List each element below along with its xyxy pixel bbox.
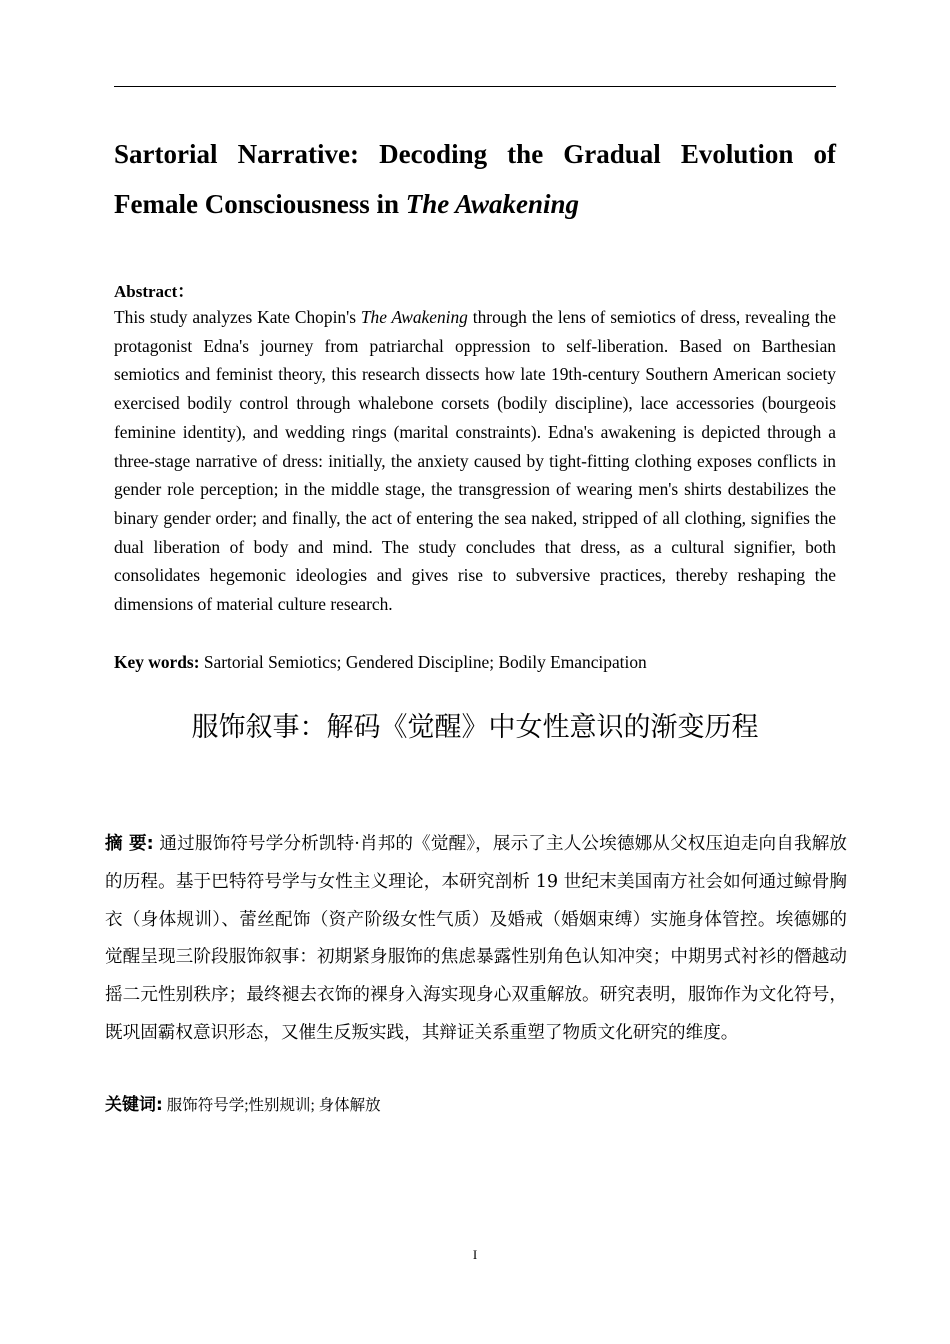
abstract-label: Abstract： (114, 282, 195, 301)
chinese-title: 服饰叙事：解码《觉醒》中女性意识的渐变历程 (191, 712, 759, 743)
english-title (114, 129, 836, 229)
header-rule (114, 86, 836, 87)
chinese-abstract: 摘 要: 通过服饰符号学分析凯特·肖邦的《觉醒》，展示了主人公埃德娜从父权压迫走向自我解放的历程。基于巴特符号学与女性主义理论，本研究剖析 19 世纪末美国南方社会如何通过鲸骨胸衣（身体规训）、蕾丝配饰（资产阶级女性气质）及婚戒（婚姻束缚）实施身体管控。埃德娜的觉醒呈现三阶段服饰叙事：初期紧身服饰的焦虑暴露性别角色认知冲突；中期男式衬衫的僭越动摇二元性别秩序；最终褪去衣饰的裸身入海实现身心双重解放。研究表明，服饰作为文化符号，既巩固霸权意识形态，又催生反叛实践，其辩证关系重塑了物质文化研究的维度。 (105, 834, 848, 1043)
chinese-abstract-label: 摘 要: (105, 834, 154, 854)
english-abstract: This study analyzes Kate Chopin's The Awakening through the lens of semiotics of dress, revealing the protagonist Edna's journey from patriarchal oppression to self-liberation. Based on Barthesian semiotics and feminist theory, this research dissects how late 19th-century Southern American society exercised bodily control through whalebone corsets (bodily discipline), lace accessories (bourgeois feminine identity), and wedding rings (marital constraints). Edna's awakening is depicted through a three-stage narrative of dress: initially, the anxiety caused by tight-fitting clothing exposes conflicts in gender role perception; in the middle stage, the transgression of wearing men's shirts destabilizes the binary gender order; and finally, the act of entering the sea naked, stripped of all clothing, signifies the dual liberation of body and mind. The study concludes that dress, as a cultural signifier, both consolidates hegemonic ideologies and gives rise to subversive practices, thereby reshaping the dimensions of material culture research. (114, 307, 836, 615)
chinese-keywords-label: 关键词: (105, 1095, 163, 1115)
keywords-list: Sartorial Semiotics; Gendered Discipline; Bodily Emancipation (199, 652, 647, 672)
novel-title-italic: The Awakening (405, 189, 580, 219)
keywords-label: Key words: (114, 652, 200, 672)
english-title-line2: Female Consciousness in The Awakening (114, 189, 580, 219)
english-keywords (114, 648, 836, 676)
page-number: I (472, 1247, 478, 1262)
english-title-line1: Sartorial Narrative: Decoding the Gradual Evolution of (114, 139, 836, 169)
chinese-keywords-list: 服饰符号学;性别规训; 身体解放 (162, 1097, 381, 1114)
chinese-keywords (105, 1092, 381, 1119)
novel-title-italic: The Awakening (360, 307, 468, 327)
